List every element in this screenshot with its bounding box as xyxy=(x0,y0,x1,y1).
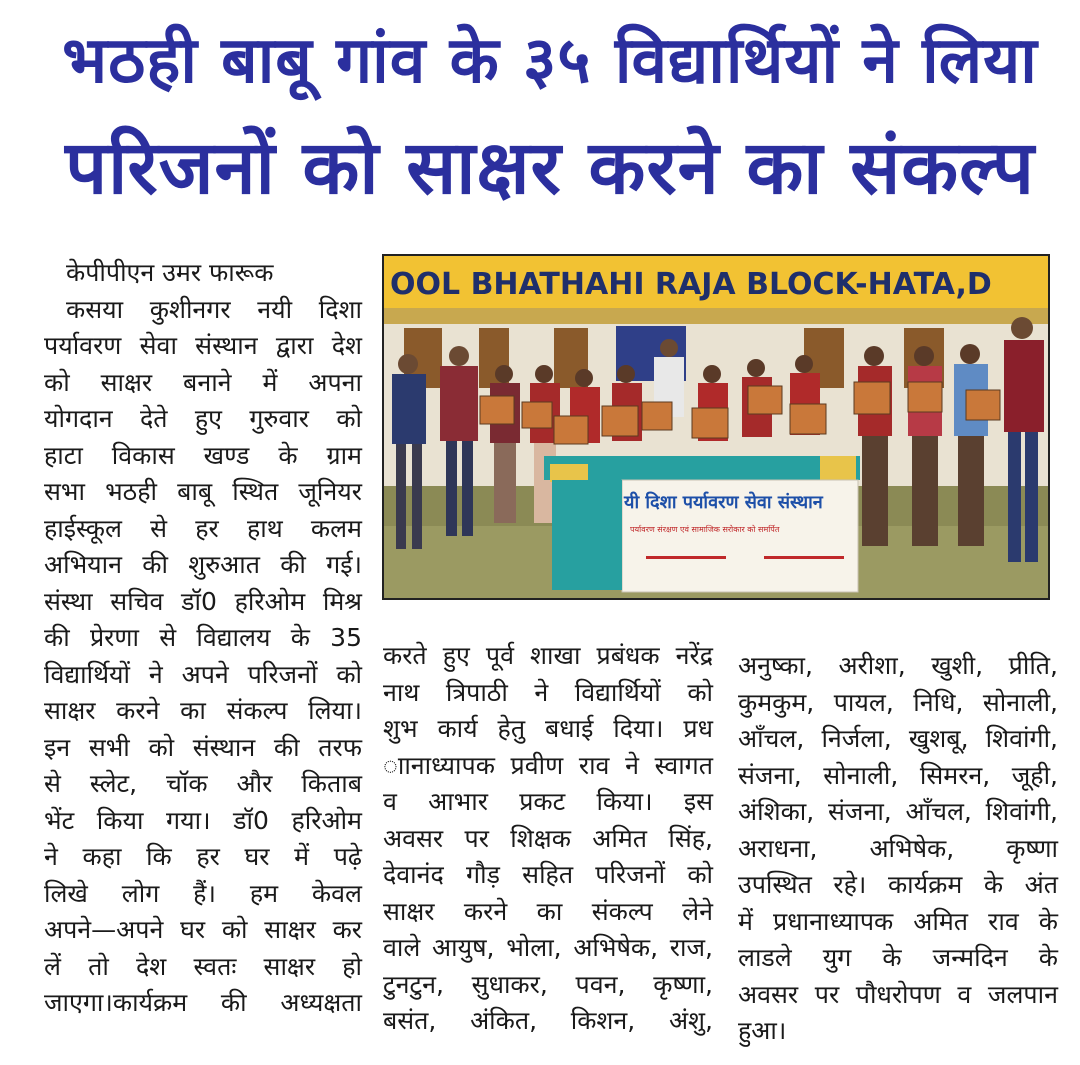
text-line: अभियान की शुरुआत की गई। xyxy=(44,550,362,579)
text-line: अवसर पर शिक्षक अमित सिंह, xyxy=(383,823,713,853)
article-column-2 xyxy=(383,638,713,1040)
text-line: हुआ। xyxy=(738,1016,787,1045)
article-column-1 xyxy=(44,255,362,1022)
text-line: लें तो देश स्वतः साक्षर हो xyxy=(44,951,362,981)
headline-line-1: भठही बाबू गांव के ३५ विद्यार्थियों ने लिया xyxy=(62,24,1038,98)
banner-subtitle: पर्यावरण संरक्षण एवं सामाजिक सरोकार को समर्पित xyxy=(630,525,780,534)
text-line: उपस्थित रहे। कार्यक्रम के अंत xyxy=(738,870,1058,899)
text-line: अनुष्का, अरीशा, खुशी, प्रीति, xyxy=(738,651,1058,680)
text-line: साक्षर करने का संकल्प लिया। xyxy=(44,696,362,725)
text-line: बसंत, अंकित, किशन, अंशु, xyxy=(383,1006,713,1035)
text-line: टुनटुन, सुधाकर, पवन, कृष्णा, xyxy=(383,969,713,999)
text-line: संजना, सोनाली, सिमरन, जूही, xyxy=(738,760,1058,790)
text-line: पर्यावरण सेवा संस्थान द्वारा देश xyxy=(44,331,362,360)
text-line: अवसर पर पौधरोपण व जलपान xyxy=(738,979,1058,1009)
organization-banner xyxy=(622,480,858,592)
text-line: हाटा विकास खण्ड के ग्राम xyxy=(44,440,362,470)
text-line: भेंट किया गया। डॉ0 हरिओम xyxy=(44,805,362,835)
text-line: अपने—अपने घर को साक्षर कर xyxy=(44,915,362,944)
school-sign-text: OOL BHATHAHI RAJA BLOCK-HATA,D xyxy=(390,267,992,302)
text-line: विद्यार्थियों ने अपने परिजनों को xyxy=(44,659,362,689)
text-line: से स्लेट, चॉक और किताब xyxy=(44,769,362,798)
text-line: जाएगा।कार्यक्रम की अध्यक्षता xyxy=(44,988,362,1017)
text-line: आँचल, निर्जला, खुशबू, शिवांगी, xyxy=(738,724,1058,753)
text-line: करते हुए पूर्व शाखा प्रबंधक नरेंद्र xyxy=(383,641,713,670)
text-line: शुभ कार्य हेतु बधाई दिया। प्रध xyxy=(383,714,713,743)
text-line: ने कहा कि हर घर में पढ़े xyxy=(44,842,362,871)
byline: केपीपीएन उमर फारूक xyxy=(66,258,274,287)
table-cloth xyxy=(544,456,860,480)
text-line: संस्था सचिव डॉ0 हरिओम मिश्र xyxy=(44,586,362,616)
news-photo xyxy=(382,254,1050,600)
text-line: वाले आयुष, भोला, अभिषेक, राज, xyxy=(383,933,713,962)
column-2-lines xyxy=(383,638,713,1040)
photo-illustration xyxy=(384,256,1048,598)
text-line: हाईस्कूल से हर हाथ कलम xyxy=(44,513,362,543)
text-line: व आभार प्रकट किया। इस xyxy=(383,787,713,816)
text-line: में प्रधानाध्यापक अमित राव के xyxy=(738,906,1058,936)
text-line: कुमकुम, पायल, निधि, सोनाली, xyxy=(738,687,1058,717)
text-line: योगदान देते हुए गुरुवार को xyxy=(44,404,362,433)
column-1-lines xyxy=(44,292,362,1022)
text-line: को साक्षर बनाने में अपना xyxy=(44,367,362,397)
headline-line-2: परिजनों को साक्षर करने का संकल्प xyxy=(65,125,1035,211)
text-line: सभा भठही बाबू स्थित जूनियर xyxy=(44,477,362,506)
banner-title: यी दिशा पर्यावरण सेवा संस्थान xyxy=(624,492,823,513)
text-line: अराधना, अभिषेक, कृष्णा xyxy=(738,833,1058,863)
text-line: इन सभी को संस्थान की तरफ xyxy=(44,732,362,762)
text-line: नाथ त्रिपाठी ने विद्यार्थियों को xyxy=(383,677,713,707)
article-column-3 xyxy=(738,648,1058,1050)
text-line: साक्षर करने का संकल्प लेने xyxy=(383,896,713,926)
text-line: अंशिका, संजना, आँचल, शिवांगी, xyxy=(738,797,1058,826)
text-line: लिखे लोग हैं। हम केवल xyxy=(44,878,362,908)
text-line: ाानाध्यापक प्रवीण राव ने स्वागत xyxy=(383,750,713,780)
text-line: लाडले युग के जन्मदिन के xyxy=(738,943,1058,972)
text-line: कसया कुशीनगर नयी दिशा xyxy=(66,294,362,324)
text-line: की प्रेरणा से विद्यालय के 35 xyxy=(44,623,362,652)
text-line: देवानंद गौड़ सहित परिजनों को xyxy=(383,860,713,889)
column-3-lines xyxy=(738,648,1058,1050)
